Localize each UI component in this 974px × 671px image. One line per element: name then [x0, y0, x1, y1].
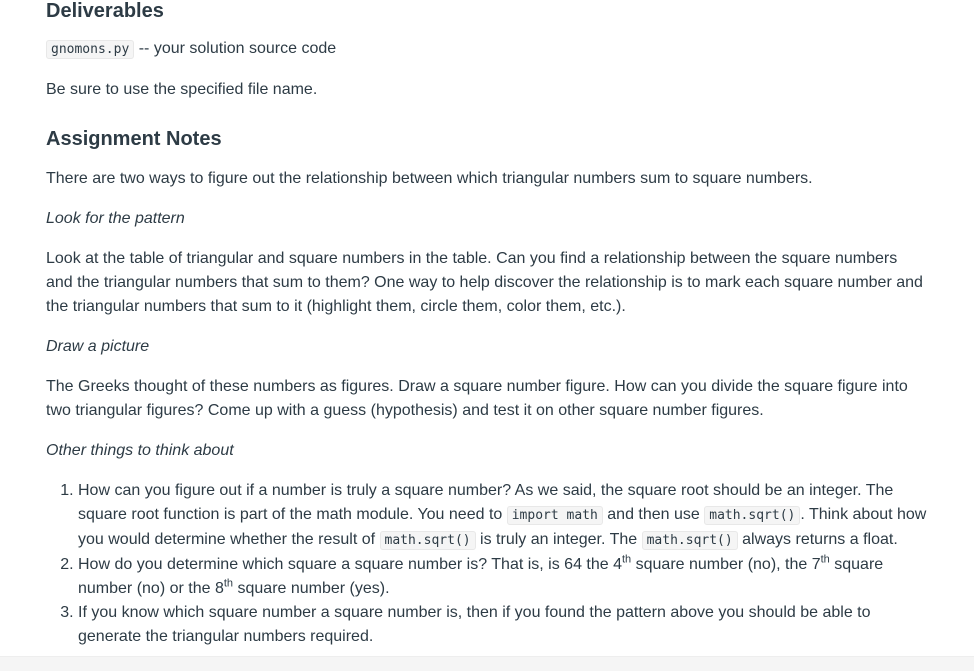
pattern-body: Look at the table of triangular and square numbers in the table. Can you find a relationship between the square numbers and the triangular numbers that sum to them? One way to help discover the relationship is to mark each square number and the triangular numbers that sum to it (highlight them, circle them, color them, etc.).	[46, 250, 923, 315]
other-title-text: Other things to think about	[46, 442, 234, 459]
code-import-math: import math	[507, 506, 603, 525]
bottom-bar	[0, 656, 974, 671]
code-math-sqrt: math.sqrt()	[380, 531, 476, 550]
picture-title-text: Draw a picture	[46, 338, 150, 355]
code-math-sqrt: math.sqrt()	[642, 531, 738, 550]
code-math-sqrt: math.sqrt()	[704, 506, 800, 525]
list-item: 2. How do you determine which square a square number is? That is, is 64 the 4th square number (no), the 7th square number (no) or the 8th square number (yes).	[78, 553, 928, 601]
deliverable-filename: gnomons.py	[46, 40, 134, 59]
think-list	[46, 479, 928, 649]
pattern-title-text: Look for the pattern	[46, 210, 185, 227]
deliverable-file-desc: -- your solution source code	[134, 40, 337, 57]
list-item: 3. If you know which square number a square number is, then if you found the pattern above you should be able to generate the triangular numbers required.	[78, 601, 928, 649]
assignment-notes-heading: Assignment Notes	[46, 128, 222, 150]
pattern-title	[46, 207, 928, 231]
deliverables-heading: Deliverables	[46, 0, 164, 22]
list-item: 1. How can you figure out if a number is truly a square number? As we said, the square root should be an integer. The square root function is part of the math module. You need to import math and then use math.sqrt() . Think about how you would determine whether the result of math.sqrt() is truly an integer. The math.sqrt() always returns a float.	[78, 479, 928, 553]
other-title	[46, 439, 928, 463]
notes-intro: There are two ways to figure out the relationship between which triangular numbers sum to square numbers.	[46, 170, 813, 187]
deliverable-note: Be sure to use the specified file name.	[46, 81, 318, 98]
deliverable-file-line	[46, 37, 928, 62]
picture-body: The Greeks thought of these numbers as figures. Draw a square number figure. How can you divide the square figure into two triangular figures? Come up with a guess (hypothesis) and test it on other square number figures.	[46, 378, 908, 419]
picture-title	[46, 335, 928, 359]
